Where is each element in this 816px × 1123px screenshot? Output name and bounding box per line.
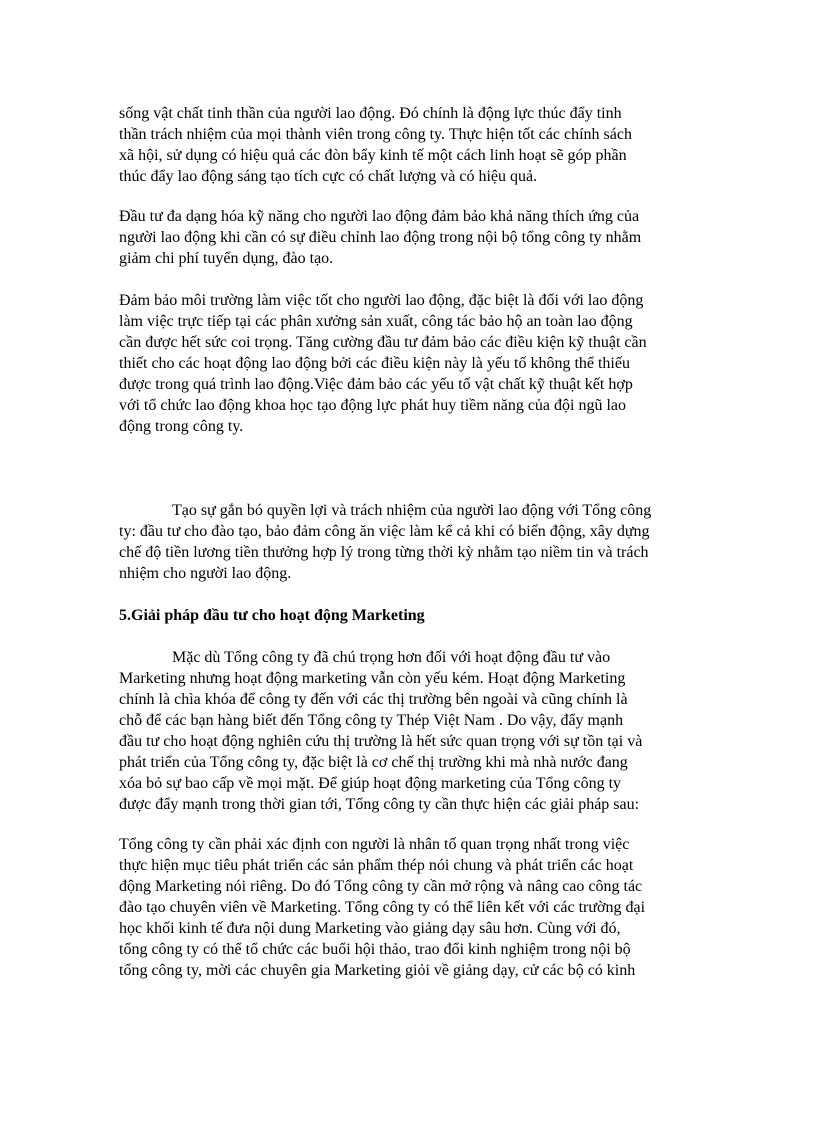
paragraph-6-line-1: Tổng công ty cần phải xác định con người là nhân tố quan trọng nhất trong việc	[119, 836, 630, 853]
paragraph-3-line-7: động trong công ty.	[119, 418, 244, 435]
paragraph-5-line-5: đầu tư cho hoạt động nghiên cứu thị trường là hết sức quan trọng với sự tồn tại và	[119, 733, 643, 750]
paragraph-1-line-2: thần trách nhiệm của mọi thành viên trong công ty. Thực hiện tốt các chính sách	[119, 126, 632, 143]
paragraph-1-line-4: thúc đẩy lao động sáng tạo tích cực có chất lượng và có hiệu quả.	[119, 168, 538, 185]
paragraph-1-line-1: sống vật chất tinh thần của người lao động. Đó chính là động lực thúc đẩy tinh	[119, 105, 622, 122]
paragraph-3-line-4: thiết cho các hoạt động lao động bởi các điều kiện này là yếu tố không thể thiếu	[119, 355, 630, 372]
paragraph-4-line-2: ty: đầu tư cho đào tạo, bảo đảm công ăn việc làm kể cả khi có biến động, xây dựng	[119, 523, 650, 540]
paragraph-2-line-1: Đầu tư đa dạng hóa kỹ năng cho người lao động đảm bảo khả năng thích ứng của	[119, 208, 640, 225]
paragraph-4-line-1: Tạo sự gắn bó quyền lợi và trách nhiệm của người lao động với Tổng công	[172, 502, 652, 519]
paragraph-3-line-5: được trong quá trình lao động.Việc đảm bảo các yếu tố vật chất kỹ thuật kết hợp	[119, 376, 633, 393]
paragraph-3-line-2: làm việc trực tiếp tại các phân xưởng sản xuất, công tác bảo hộ an toàn lao động	[119, 313, 633, 330]
paragraph-6-line-6: tổng công ty có thể tổ chức các buổi hội thảo, trao đổi kinh nghiệm trong nội bộ	[119, 941, 631, 958]
paragraph-6-line-2: thực hiện mục tiêu phát triển các sản phẩm thép nói chung và phát triển các hoạt	[119, 857, 634, 874]
paragraph-2-line-3: giảm chi phí tuyển dụng, đào tạo.	[119, 250, 334, 267]
paragraph-5-line-2: Marketing nhưng hoạt động marketing vẫn còn yếu kém. Hoạt động Marketing	[119, 670, 626, 687]
paragraph-3-line-1: Đảm bảo môi trường làm việc tốt cho người lao động, đặc biệt là đối với lao động	[119, 292, 644, 309]
paragraph-6-line-5: học khối kinh tế đưa nội dung Marketing vào giảng dạy sâu hơn. Cùng với đó,	[119, 920, 621, 937]
paragraph-5-line-1: Mặc dù Tổng công ty đã chú trọng hơn đối với hoạt động đầu tư vào	[172, 649, 611, 666]
paragraph-3-line-3: cần được hết sức coi trọng. Tăng cường đầu tư đảm bảo các điều kiện kỹ thuật cần	[119, 334, 647, 351]
paragraph-6-line-3: động Marketing nói riêng. Do đó Tổng công ty cần mở rộng và nâng cao công tác	[119, 878, 643, 895]
paragraph-5-line-4: chỗ để các bạn hàng biết đến Tổng công ty Thép Việt Nam . Do vậy, đẩy mạnh	[119, 712, 624, 729]
paragraph-2-line-2: người lao động khi cần có sự điều chỉnh lao động trong nội bộ tổng công ty nhằm	[119, 229, 642, 246]
paragraph-6-line-4: đào tạo chuyên viên về Marketing. Tổng công ty có thể liên kết với các trường đại	[119, 899, 646, 916]
paragraph-5-line-3: chính là chìa khóa để công ty đến với các thị trường bên ngoài và cũng chính là	[119, 691, 628, 708]
paragraph-4-line-3: chế độ tiền lương tiền thưởng hợp lý trong từng thời kỳ nhằm tạo niềm tin và trách	[119, 544, 649, 561]
section-heading: 5.Giải pháp đầu tư cho hoạt động Marketing	[119, 607, 425, 624]
paragraph-1-line-3: xã hội, sử dụng có hiệu quả các đòn bẩy kinh tế một cách linh hoạt sẽ góp phần	[119, 147, 627, 164]
paragraph-5-line-6: phát triển của Tổng công ty, đặc biệt là cơ chế thị trường khi mà nhà nước đang	[119, 754, 628, 771]
paragraph-5-line-8: được đẩy mạnh trong thời gian tới, Tổng công ty cần thực hiện các giải pháp sau:	[119, 796, 640, 813]
paragraph-4-line-4: nhiệm cho người lao động.	[119, 565, 292, 582]
paragraph-3-line-6: với tổ chức lao động khoa học tạo động lực phát huy tiềm năng của đội ngũ lao	[119, 397, 627, 414]
paragraph-6-line-7: tổng công ty, mời các chuyên gia Marketing giỏi về giảng dạy, cử các bộ có kinh	[119, 962, 636, 979]
paragraph-5-line-7: xóa bỏ sự bao cấp về mọi mặt. Để giúp hoạt động marketing của Tổng công ty	[119, 775, 622, 792]
